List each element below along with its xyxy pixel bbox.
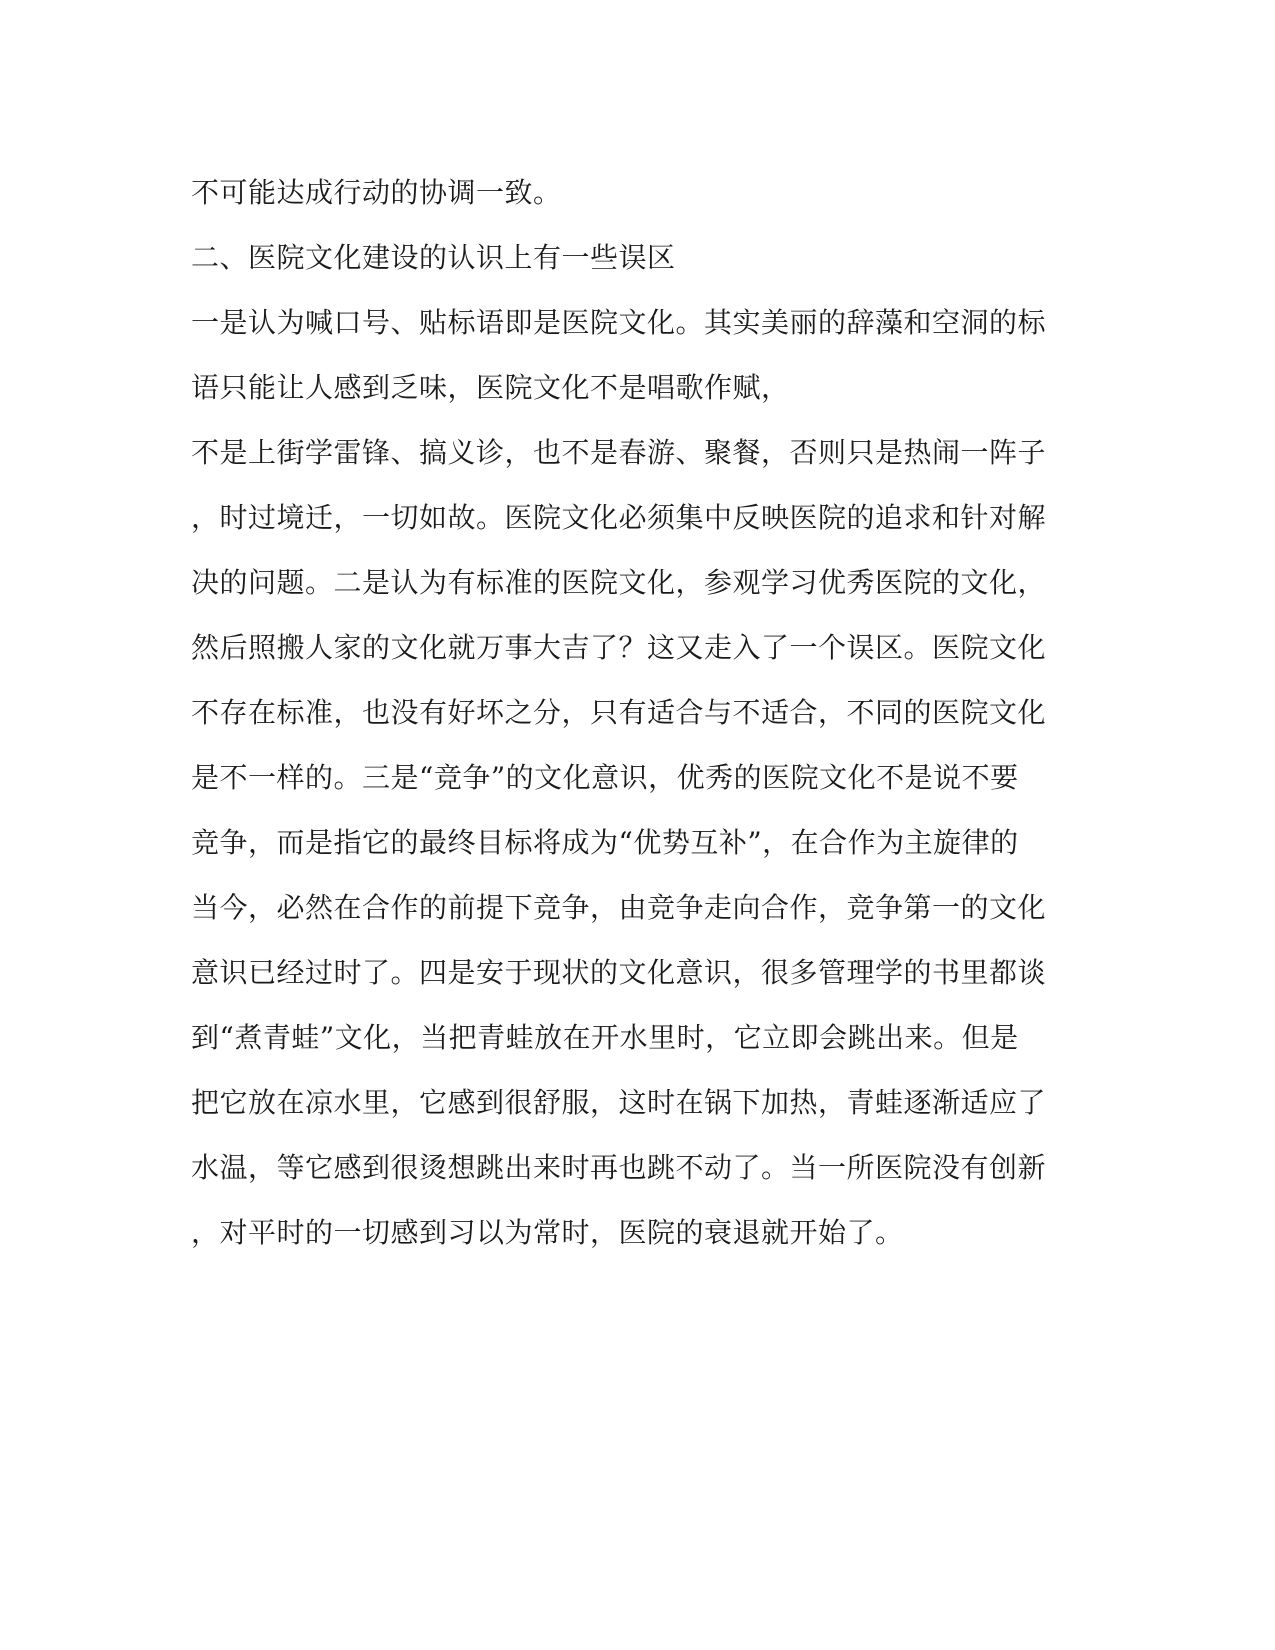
text-line: 竞争，而是指它的最终目标将成为“优势互补”，在合作为主旋律的 bbox=[191, 826, 1019, 859]
text-line: ，对平时的一切感到习以为常时，医院的衰退就开始了。 bbox=[191, 1216, 904, 1249]
text-line: 水温，等它感到很烫想跳出来时再也跳不动了。当一所医院没有创新 bbox=[191, 1151, 1047, 1184]
text-line: 不存在标准，也没有好坏之分，只有适合与不适合，不同的医院文化 bbox=[191, 696, 1047, 729]
text-line: 不可能达成行动的协调一致。 bbox=[191, 176, 562, 209]
text-line: 当今，必然在合作的前提下竞争，由竞争走向合作，竞争第一的文化 bbox=[191, 891, 1047, 924]
text-line: 到“煮青蛙”文化，当把青蛙放在开水里时，它立即会跳出来。但是 bbox=[191, 1021, 1019, 1054]
text-line: 然后照搬人家的文化就万事大吉了？这又走入了一个误区。医院文化 bbox=[191, 631, 1047, 664]
section-heading: 二、医院文化建设的认识上有一些误区 bbox=[191, 241, 676, 274]
text-line: 不是上街学雷锋、搞义诊，也不是春游、聚餐，否则只是热闹一阵子 bbox=[191, 436, 1047, 469]
text-line: 一是认为喊口号、贴标语即是医院文化。其实美丽的辞藻和空洞的标 bbox=[191, 306, 1047, 339]
text-line: 是不一样的。三是“竞争”的文化意识，优秀的医院文化不是说不要 bbox=[191, 761, 1019, 794]
text-line: 语只能让人感到乏味，医院文化不是唱歌作赋， bbox=[191, 371, 790, 404]
text-line: ，时过境迁，一切如故。医院文化必须集中反映医院的追求和针对解 bbox=[191, 501, 1047, 534]
text-line: 意识已经过时了。四是安于现状的文化意识，很多管理学的书里都谈 bbox=[191, 956, 1047, 989]
text-line: 决的问题。二是认为有标准的医院文化，参观学习优秀医院的文化， bbox=[191, 566, 1047, 599]
body-text bbox=[191, 160, 1071, 1265]
text-line: 把它放在凉水里，它感到很舒服，这时在锅下加热，青蛙逐渐适应了 bbox=[191, 1086, 1047, 1119]
